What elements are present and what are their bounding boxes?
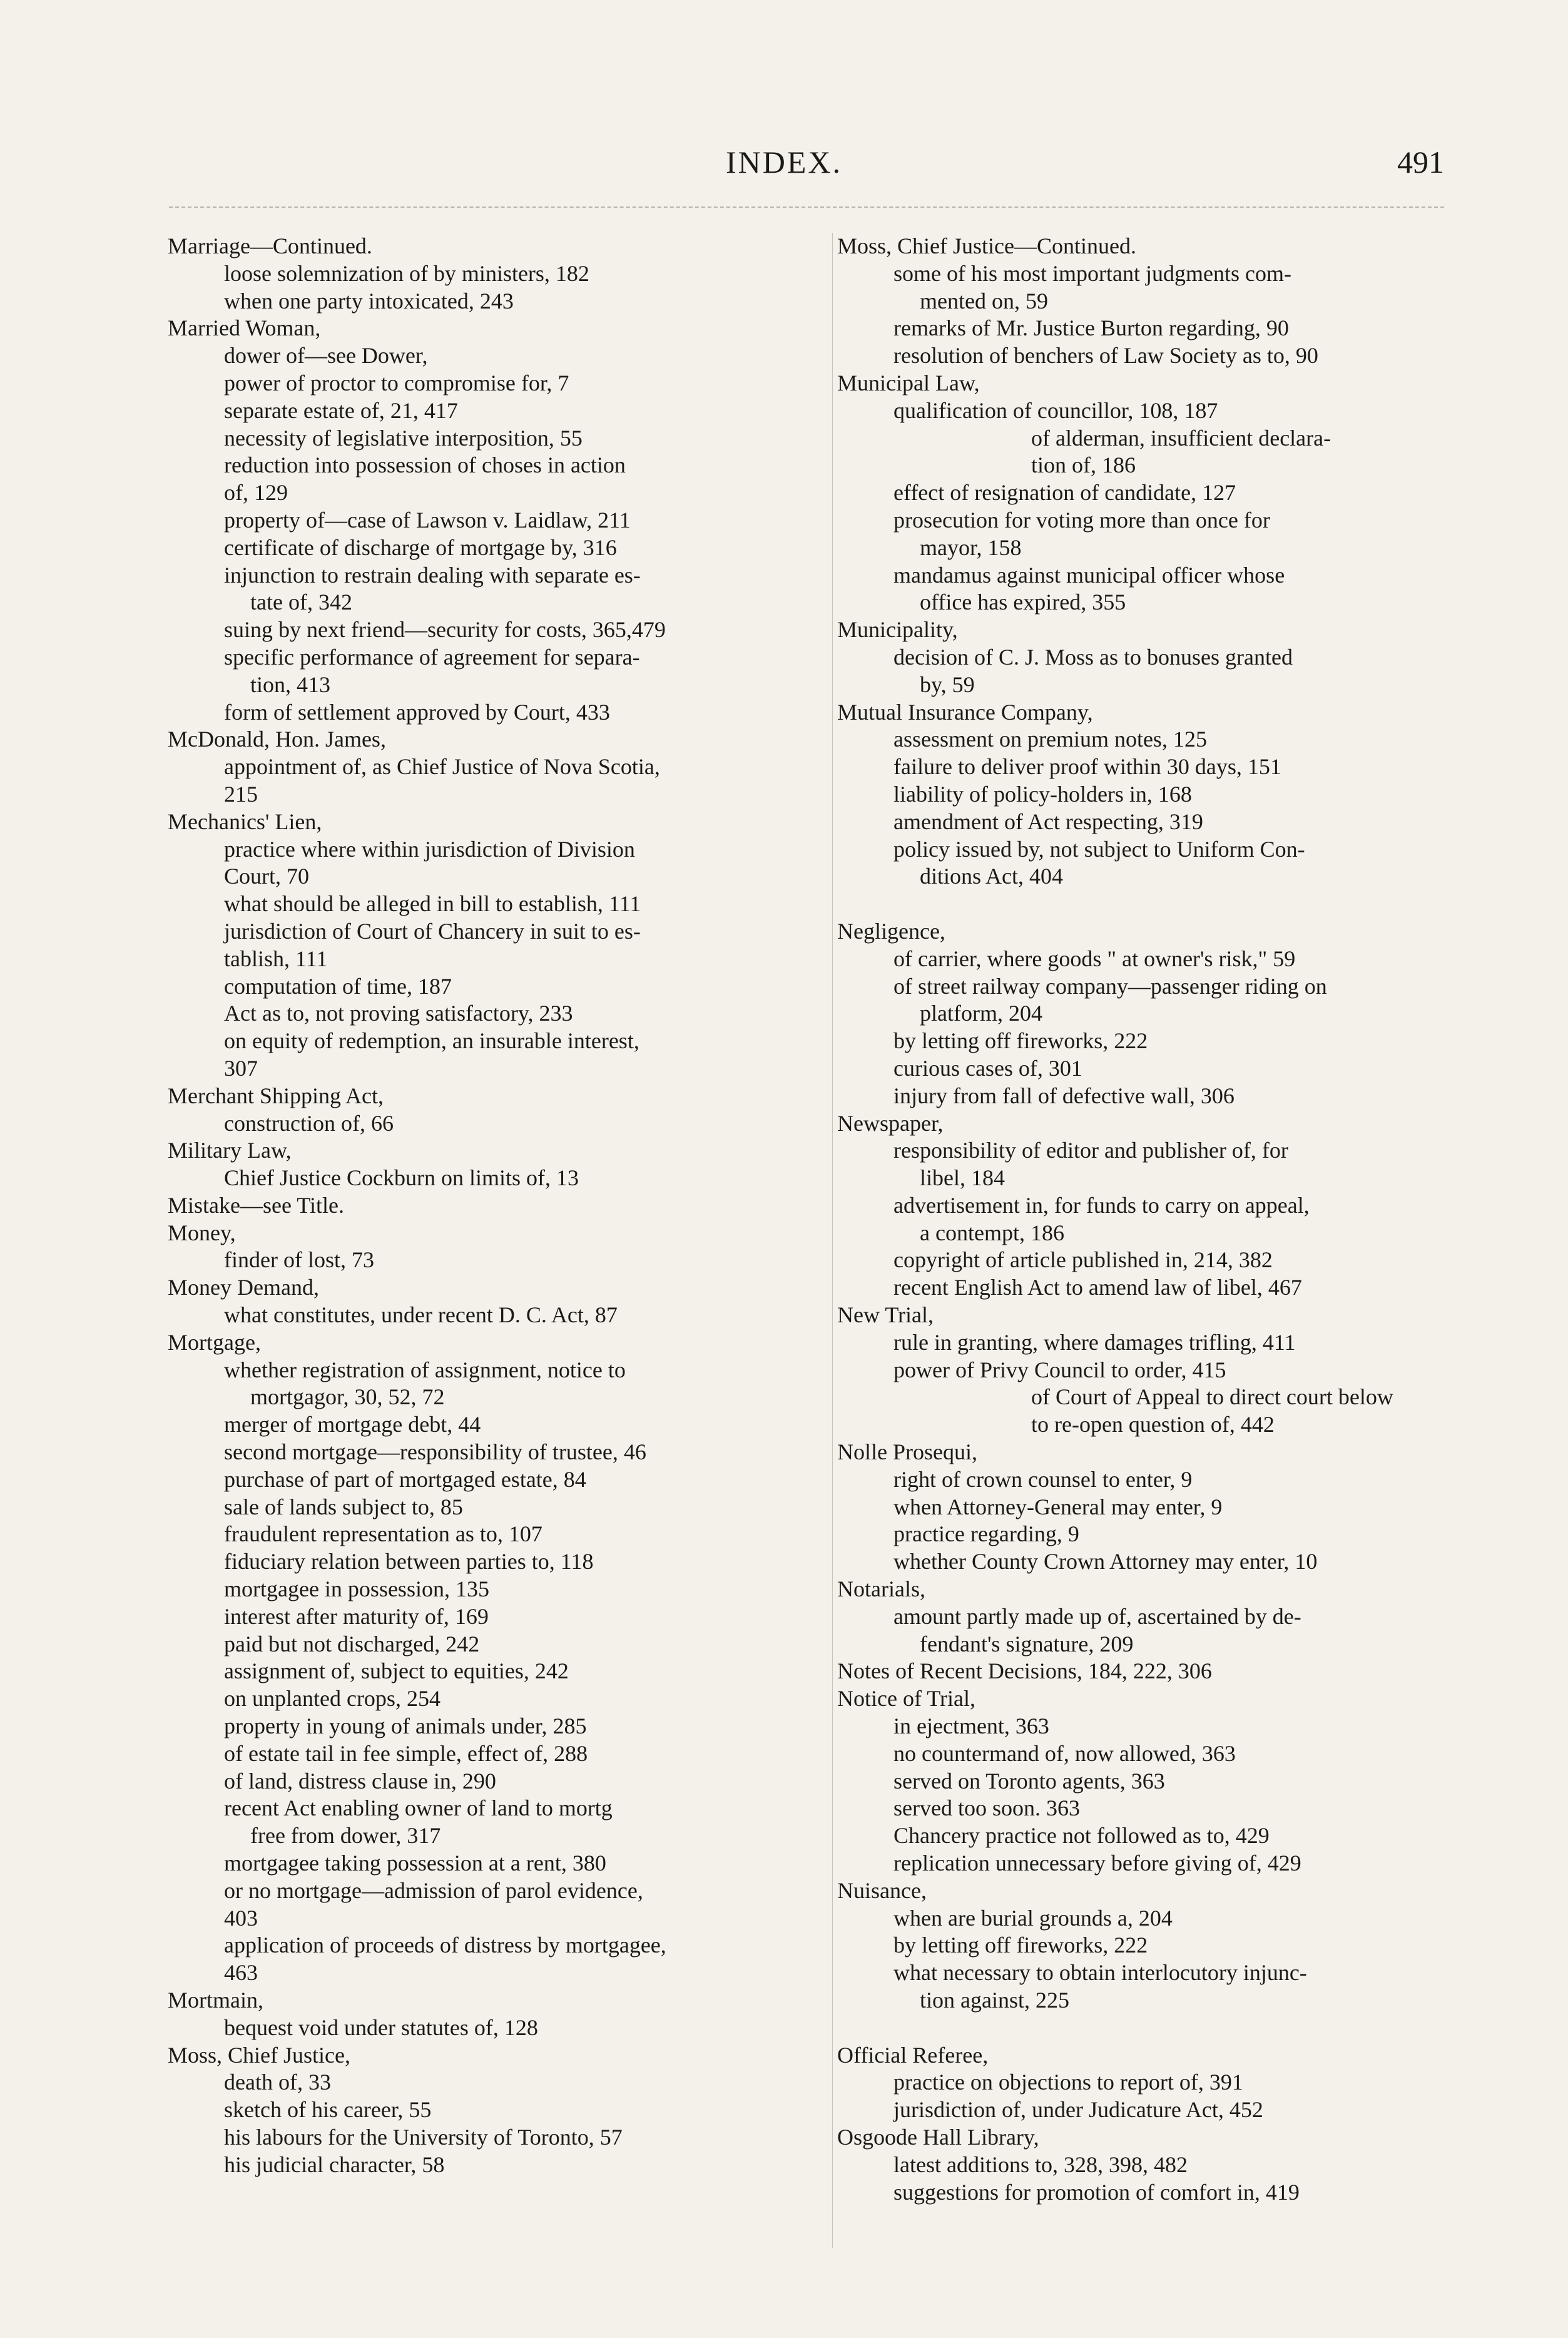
index-subentry: curious cases of, 301 bbox=[893, 1055, 1082, 1081]
index-heading: Nuisance, bbox=[837, 1877, 927, 1903]
index-subentry: to re-open question of, 442 bbox=[1031, 1412, 1275, 1437]
index-heading: New Trial, bbox=[837, 1302, 934, 1328]
index-subentry: amount partly made up of, ascertained by de- bbox=[893, 1603, 1301, 1629]
index-subentry: assessment on premium notes, 125 bbox=[893, 727, 1207, 752]
index-subentry: 215 bbox=[224, 781, 258, 807]
index-column-right bbox=[837, 233, 1463, 2260]
index-subentry: whether County Crown Attorney may enter, 10 bbox=[893, 1549, 1318, 1575]
index-subentry: recent English Act to amend law of libel, 467 bbox=[893, 1275, 1302, 1300]
index-subentry: replication unnecessary before giving of, 429 bbox=[893, 1850, 1301, 1876]
index-subentry: or no mortgage—admission of parol evidence, bbox=[224, 1877, 643, 1903]
page-number: 491 bbox=[1397, 145, 1444, 180]
page-title: INDEX. bbox=[725, 145, 843, 180]
index-subentry: served too soon. 363 bbox=[893, 1795, 1080, 1821]
index-subentry: sale of lands subject to, 85 bbox=[224, 1494, 463, 1519]
index-subentry: right of crown counsel to enter, 9 bbox=[893, 1466, 1193, 1492]
index-subentry: served on Toronto agents, 363 bbox=[893, 1768, 1165, 1794]
index-subentry: qualification of councillor, 108, 187 bbox=[893, 397, 1218, 423]
index-subentry: his judicial character, 58 bbox=[224, 2152, 445, 2177]
index-heading: Nolle Prosequi, bbox=[837, 1439, 977, 1465]
index-subentry: tion, 413 bbox=[250, 671, 331, 697]
index-subentry: recent Act enabling owner of land to mortg bbox=[224, 1795, 613, 1821]
index-subentry: death of, 33 bbox=[224, 2070, 331, 2095]
index-subentry: sketch of his career, 55 bbox=[224, 2097, 432, 2123]
index-subentry: 403 bbox=[224, 1905, 258, 1931]
index-subentry: what should be alleged in bill to establish, 111 bbox=[224, 891, 641, 917]
index-subentry: platform, 204 bbox=[920, 1001, 1042, 1026]
index-subentry: jurisdiction of, under Judicature Act, 452 bbox=[893, 2097, 1263, 2123]
blank-line bbox=[837, 2014, 1463, 2042]
index-subentry: libel, 184 bbox=[920, 1165, 1005, 1191]
index-subentry: amendment of Act respecting, 319 bbox=[893, 809, 1203, 834]
index-subentry: practice on objections to report of, 391 bbox=[893, 2070, 1243, 2095]
index-subentry: appointment of, as Chief Justice of Nova Scotia, bbox=[224, 754, 660, 780]
index-subentry: mortgagor, 30, 52, 72 bbox=[250, 1384, 445, 1410]
index-subentry: suing by next friend—security for costs, 365,479 bbox=[224, 617, 666, 643]
index-subentry: his labours for the University of Toronto, 57 bbox=[224, 2124, 623, 2150]
index-subentry: fraudulent representation as to, 107 bbox=[224, 1521, 542, 1547]
index-subentry: Court, 70 bbox=[224, 864, 310, 889]
index-subentry: copyright of article published in, 214, 382 bbox=[893, 1247, 1273, 1273]
index-subentry: advertisement in, for funds to carry on appeal, bbox=[893, 1192, 1310, 1218]
index-subentry: remarks of Mr. Justice Burton regarding, 90 bbox=[893, 315, 1289, 341]
index-subentry: application of proceeds of distress by mortgagee, bbox=[224, 1932, 666, 1958]
index-subentry: tion against, 225 bbox=[920, 1988, 1069, 2013]
index-subentry: free from dower, 317 bbox=[250, 1823, 441, 1849]
index-heading: Negligence, bbox=[837, 918, 945, 944]
index-heading: Mortmain, bbox=[168, 1988, 263, 2013]
index-column-left bbox=[168, 233, 831, 2260]
index-subentry: whether registration of assignment, notice to bbox=[224, 1357, 626, 1382]
page-header bbox=[0, 144, 1568, 194]
index-heading: Married Woman, bbox=[168, 315, 321, 341]
index-subentry: specific performance of agreement for separa- bbox=[224, 644, 640, 670]
index-subentry: 307 bbox=[224, 1055, 258, 1081]
index-subentry: separate estate of, 21, 417 bbox=[224, 397, 458, 423]
index-subentry: of estate tail in fee simple, effect of, 288 bbox=[224, 1740, 588, 1766]
index-subentry: when one party intoxicated, 243 bbox=[224, 288, 514, 314]
index-subentry: Chancery practice not followed as to, 429 bbox=[893, 1823, 1270, 1849]
index-subentry: power of Privy Council to order, 415 bbox=[893, 1357, 1226, 1382]
index-subentry: on equity of redemption, an insurable interest, bbox=[224, 1028, 639, 1054]
index-heading: Osgoode Hall Library, bbox=[837, 2124, 1039, 2150]
blank-line bbox=[837, 891, 1463, 918]
index-subentry: property in young of animals under, 285 bbox=[224, 1713, 587, 1739]
index-subentry: necessity of legislative interposition, 55 bbox=[224, 425, 583, 451]
index-heading: Official Referee, bbox=[837, 2042, 989, 2068]
index-subentry: certificate of discharge of mortgage by, 316 bbox=[224, 534, 617, 560]
index-subentry: purchase of part of mortgaged estate, 84 bbox=[224, 1466, 586, 1492]
index-heading: Notarials, bbox=[837, 1576, 925, 1602]
index-subentry: computation of time, 187 bbox=[224, 973, 452, 999]
index-subentry: no countermand of, now allowed, 363 bbox=[893, 1740, 1236, 1766]
index-subentry: a contempt, 186 bbox=[920, 1220, 1064, 1245]
index-subentry: tate of, 342 bbox=[250, 590, 352, 615]
index-subentry: what necessary to obtain interlocutory injunc- bbox=[893, 1960, 1307, 1986]
index-subentry: suggestions for promotion of comfort in, 419 bbox=[893, 2179, 1300, 2205]
index-subentry: effect of resignation of candidate, 127 bbox=[893, 480, 1236, 506]
header-rule bbox=[169, 207, 1444, 208]
index-subentry: construction of, 66 bbox=[224, 1110, 394, 1136]
column-divider bbox=[832, 233, 833, 2248]
index-heading: Moss, Chief Justice—Continued. bbox=[837, 233, 1136, 258]
index-subentry: second mortgage—responsibility of trustee, 46 bbox=[224, 1439, 646, 1465]
index-subentry: rule in granting, where damages trifling, 411 bbox=[893, 1329, 1296, 1355]
index-subentry: assignment of, subject to equities, 242 bbox=[224, 1658, 569, 1684]
index-heading: Municipality, bbox=[837, 617, 958, 643]
index-heading: Mistake—see Title. bbox=[168, 1192, 345, 1218]
index-subentry: tablish, 111 bbox=[224, 946, 328, 971]
index-subentry: prosecution for voting more than once for bbox=[893, 507, 1270, 533]
index-subentry: by letting off fireworks, 222 bbox=[893, 1028, 1148, 1054]
index-subentry: Act as to, not proving satisfactory, 233 bbox=[224, 1001, 573, 1026]
index-subentry: injury from fall of defective wall, 306 bbox=[893, 1083, 1235, 1108]
index-heading: Military Law, bbox=[168, 1138, 292, 1163]
index-heading: Mechanics' Lien, bbox=[168, 809, 322, 834]
index-subentry: practice regarding, 9 bbox=[893, 1521, 1079, 1547]
index-subentry: mented on, 59 bbox=[920, 288, 1048, 314]
index-subentry: liability of policy-holders in, 168 bbox=[893, 781, 1192, 807]
index-subentry: paid but not discharged, 242 bbox=[224, 1631, 480, 1657]
index-heading: Newspaper, bbox=[837, 1110, 944, 1136]
index-heading: Notes of Recent Decisions, 184, 222, 306 bbox=[837, 1658, 1212, 1684]
index-subentry: of, 129 bbox=[224, 480, 288, 506]
index-subentry: finder of lost, 73 bbox=[224, 1247, 374, 1273]
index-subentry: resolution of benchers of Law Society as to, 90 bbox=[893, 343, 1318, 369]
index-subentry: tion of, 186 bbox=[1031, 452, 1136, 478]
index-subentry: injunction to restrain dealing with separate es- bbox=[224, 562, 641, 588]
index-subentry: merger of mortgage debt, 44 bbox=[224, 1412, 481, 1437]
index-subentry: fiduciary relation between parties to, 118 bbox=[224, 1549, 594, 1575]
index-subentry: some of his most important judgments com- bbox=[893, 260, 1291, 286]
index-subentry: in ejectment, 363 bbox=[893, 1713, 1049, 1739]
index-subentry: by letting off fireworks, 222 bbox=[893, 1932, 1148, 1958]
index-heading: Merchant Shipping Act, bbox=[168, 1083, 384, 1108]
index-subentry: property of—case of Lawson v. Laidlaw, 211 bbox=[224, 507, 631, 533]
index-subentry: decision of C. J. Moss as to bonuses granted bbox=[893, 644, 1293, 670]
index-subentry: form of settlement approved by Court, 433 bbox=[224, 699, 610, 725]
index-heading: Mutual Insurance Company, bbox=[837, 699, 1093, 725]
index-heading: Notice of Trial, bbox=[837, 1686, 975, 1712]
index-subentry: of Court of Appeal to direct court below bbox=[1031, 1384, 1393, 1410]
index-subentry: policy issued by, not subject to Uniform Con- bbox=[893, 836, 1305, 862]
index-subentry: latest additions to, 328, 398, 482 bbox=[893, 2152, 1188, 2177]
index-heading: McDonald, Hon. James, bbox=[168, 727, 386, 752]
index-heading: Moss, Chief Justice, bbox=[168, 2042, 350, 2068]
index-subentry: mortgagee in possession, 135 bbox=[224, 1576, 489, 1602]
index-heading: Municipal Law, bbox=[837, 370, 980, 396]
index-subentry: on unplanted crops, 254 bbox=[224, 1686, 440, 1712]
index-subentry: what constitutes, under recent D. C. Act, 87 bbox=[224, 1302, 618, 1328]
index-subentry: practice where within jurisdiction of Division bbox=[224, 836, 635, 862]
index-subentry: ditions Act, 404 bbox=[920, 864, 1064, 889]
index-subentry: bequest void under statutes of, 128 bbox=[224, 2014, 538, 2040]
index-subentry: Chief Justice Cockburn on limits of, 13 bbox=[224, 1165, 579, 1191]
index-subentry: of street railway company—passenger riding on bbox=[893, 973, 1327, 999]
index-subentry: when are burial grounds a, 204 bbox=[893, 1905, 1173, 1931]
index-subentry: power of proctor to compromise for, 7 bbox=[224, 370, 569, 396]
index-subentry: when Attorney-General may enter, 9 bbox=[893, 1494, 1223, 1519]
index-subentry: office has expired, 355 bbox=[920, 590, 1126, 615]
index-subentry: loose solemnization of by ministers, 182 bbox=[224, 260, 589, 286]
index-subentry: jurisdiction of Court of Chancery in suit to es- bbox=[224, 918, 641, 944]
index-subentry: fendant's signature, 209 bbox=[920, 1631, 1134, 1657]
index-subentry: failure to deliver proof within 30 days, 151 bbox=[893, 754, 1281, 780]
index-subentry: of land, distress clause in, 290 bbox=[224, 1768, 496, 1794]
index-subentry: mayor, 158 bbox=[920, 534, 1022, 560]
index-heading: Marriage—Continued. bbox=[168, 233, 372, 258]
index-subentry: of alderman, insufficient declara- bbox=[1031, 425, 1331, 451]
index-subentry: mortgagee taking possession at a rent, 380 bbox=[224, 1850, 606, 1876]
index-subentry: of carrier, where goods " at owner's risk," 59 bbox=[893, 946, 1296, 971]
index-subentry: reduction into possession of choses in action bbox=[224, 452, 626, 478]
index-subentry: 463 bbox=[224, 1960, 258, 1986]
index-subentry: by, 59 bbox=[920, 671, 975, 697]
index-subentry: responsibility of editor and publisher of, for bbox=[893, 1138, 1288, 1163]
index-heading: Money Demand, bbox=[168, 1275, 319, 1300]
index-subentry: dower of—see Dower, bbox=[224, 343, 428, 369]
index-subentry: mandamus against municipal officer whose bbox=[893, 562, 1285, 588]
index-heading: Mortgage, bbox=[168, 1329, 261, 1355]
index-subentry: interest after maturity of, 169 bbox=[224, 1603, 489, 1629]
index-heading: Money, bbox=[168, 1220, 236, 1245]
